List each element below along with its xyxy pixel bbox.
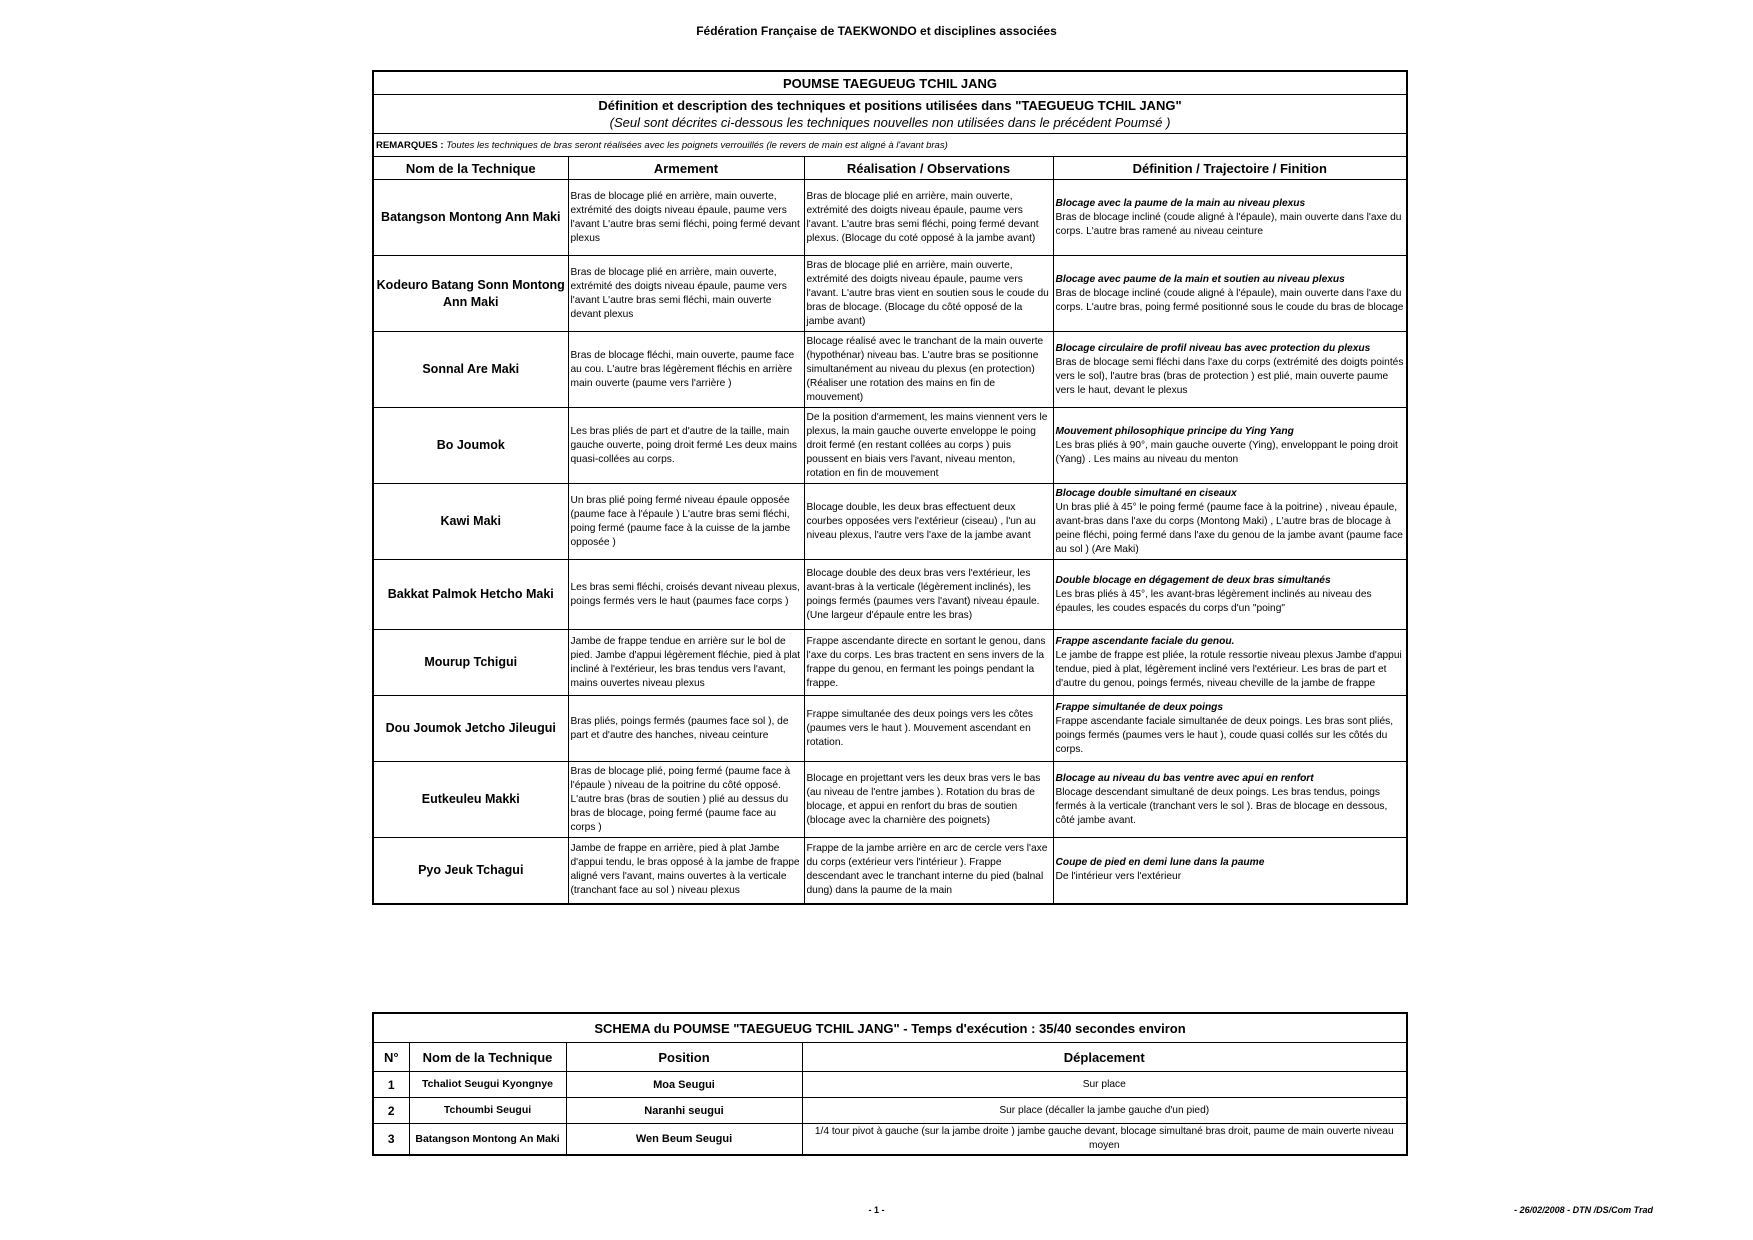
schema-table	[372, 1012, 1408, 1156]
definition-heading: Blocage avec paume de la main et soutien au niveau plexus	[1055, 273, 1345, 285]
table-row	[373, 180, 1407, 256]
technique-name: Bo Joumok	[373, 408, 568, 484]
technique-realisation: Blocage double, les deux bras effectuent deux courbes opposées vers l'extérieur (ciseau) , l'un au niveau plexus, l'autre vers l'axe de la jambe avant	[804, 484, 1053, 560]
technique-name: Sonnal Are Maki	[373, 332, 568, 408]
technique-definition	[1053, 838, 1407, 904]
definition-heading: Blocage avec la paume de la main au niveau plexus	[1055, 197, 1306, 209]
footer-date: - 26/02/2008 - DTN /DS/Com Trad	[1514, 1205, 1653, 1215]
schema-position: Naranhi seugui	[566, 1098, 802, 1124]
technique-definition	[1053, 256, 1407, 332]
definition-text: Bras de blocage incliné (coude aligné à l'épaule), main ouverte dans l'axe du corps. L'autre bras ramené au niveau ceinture	[1055, 211, 1402, 237]
table-row	[373, 696, 1407, 762]
definition-text: Les bras pliés à 45°, les avant-bras légèrement inclinés au niveau des épaules, les coudes espacés du corps d'un "poing"	[1055, 588, 1372, 614]
technique-name: Batangson Montong Ann Maki	[373, 180, 568, 256]
table-row	[373, 332, 1407, 408]
technique-name: Kawi Maki	[373, 484, 568, 560]
table-row	[373, 560, 1407, 630]
table-row	[373, 1072, 1407, 1098]
technique-definition	[1053, 180, 1407, 256]
column-header: Nom de la Technique	[373, 157, 568, 180]
remarks-label: REMARQUES :	[376, 139, 444, 151]
technique-armement: Bras de blocage plié en arrière, main ouverte, extrémité des doigts niveau épaule, paume vers l'avant L'autre bras semi fléchi, poing fermé devant plexus	[568, 180, 804, 256]
technique-definition	[1053, 762, 1407, 838]
technique-armement: Un bras plié poing fermé niveau épaule opposée (paume face à l'épaule ) L'autre bras semi fléchi, poing fermé (paume face à la cuisse de la jambe opposée )	[568, 484, 804, 560]
definition-heading: Double blocage en dégagement de deux bras simultanés	[1055, 574, 1331, 586]
column-header: Nom de la Technique	[409, 1043, 566, 1072]
technique-definition	[1053, 560, 1407, 630]
table-row	[373, 762, 1407, 838]
technique-realisation: Frappe simultanée des deux poings vers les côtes (paumes vers le haut ). Mouvement ascendant en rotation.	[804, 696, 1053, 762]
definition-heading: Frappe simultanée de deux poings	[1055, 701, 1224, 713]
technique-armement: Bras de blocage plié, poing fermé (paume face à l'épaule ) niveau de la poitrine du côté opposé. L'autre bras (bras de soutien ) plié au dessus du bras de blocage, poing fermé (paume face au corps )	[568, 762, 804, 838]
remarks-text: Toutes les techniques de bras seront réalisées avec les poignets verrouillés (le revers de main est aligné à l'avant bras)	[446, 139, 948, 151]
schema-technique: Tchoumbi Seugui	[409, 1098, 566, 1124]
page-number: - 1 -	[868, 1205, 885, 1215]
technique-realisation: De la position d'armement, les mains viennent vers le plexus, la main gauche ouverte enveloppe le poing droit fermé (en restant collées au corps ) puis poussent en biais vers l'avant, niveau menton, rotation en fin de mouvement	[804, 408, 1053, 484]
technique-realisation: Frappe de la jambe arrière en arc de cercle vers l'axe du corps (extérieur vers l'intérieur ). Frappe descendant avec le tranchant interne du pied (balnal dung) dans la paume de la main	[804, 838, 1053, 904]
technique-realisation: Frappe ascendante directe en sortant le genou, dans l'axe du corps. Les bras tractent en sens invers de la frappe du genou, en fermant les poings pendant la frappe.	[804, 630, 1053, 696]
schema-deplacement: 1/4 tour pivot à gauche (sur la jambe droite ) jambe gauche devant, blocage simultané bras droit, paume de main ouverte niveau moyen	[802, 1124, 1407, 1156]
technique-realisation: Bras de blocage plié en arrière, main ouverte, extrémité des doigts niveau épaule, paume vers l'avant. L'autre bras semi fléchi, poing fermé devant plexus. (Blocage du coté opposé à la jambe avant)	[804, 180, 1053, 256]
technique-armement: Jambe de frappe tendue en arrière sur le bol de pied. Jambe d'appui légèrement fléchie, pied à plat incliné à l'extérieur, les bras tendus vers l'avant, mains ouvertes niveau plexus	[568, 630, 804, 696]
definition-text: Le jambe de frappe est pliée, la rotule ressortie niveau plexus Jambe d'appui tendue, pied à plat, légèrement incliné vers l'extérieur. Les bras de part et d'autre du genou, poings fermés, niveau cheville de la jambe de frappe	[1055, 649, 1402, 689]
technique-armement: Bras de blocage plié en arrière, main ouverte, extrémité des doigts niveau épaule, paume vers l'avant L'autre bras semi fléchi, main ouverte devant plexus	[568, 256, 804, 332]
schema-number: 2	[373, 1098, 409, 1124]
technique-armement: Les bras pliés de part et d'autre de la taille, main gauche ouverte, poing droit fermé Les deux mains quasi-collées au corps.	[568, 408, 804, 484]
column-header: Déplacement	[802, 1043, 1407, 1072]
technique-name: Eutkeuleu Makki	[373, 762, 568, 838]
technique-armement: Jambe de frappe en arrière, pied à plat Jambe d'appui tendu, le bras opposé à la jambe de frappe aligné vers l'avant, mains ouvertes à la verticale (tranchant face au sol ) niveau plexus	[568, 838, 804, 904]
table-row	[373, 838, 1407, 904]
definition-text: Les bras pliés à 90°, main gauche ouverte (Ying), enveloppant le poing droit (Yang) . Les mains au niveau du menton	[1055, 439, 1398, 465]
schema-position: Wen Beum Seugui	[566, 1124, 802, 1156]
poumse-title: POUMSE TAEGUEUG TCHIL JANG	[373, 71, 1407, 95]
schema-number: 1	[373, 1072, 409, 1098]
table-row	[373, 1098, 1407, 1124]
column-header: N°	[373, 1043, 409, 1072]
schema-title: SCHEMA du POUMSE "TAEGUEUG TCHIL JANG" - Temps d'exécution : 35/40 secondes environ	[373, 1013, 1407, 1043]
techniques-table	[372, 70, 1408, 905]
technique-realisation: Blocage réalisé avec le tranchant de la main ouverte (hypothénar) niveau bas. L'autre bras se positionne simultanément au niveau du plexus (en protection) (Réaliser une rotation des mains en fin de mouvement)	[804, 332, 1053, 408]
table-row	[373, 256, 1407, 332]
schema-technique: Tchaliot Seugui Kyongnye	[409, 1072, 566, 1098]
definition-heading: Mouvement philosophique principe du Ying Yang	[1055, 425, 1294, 437]
definition-heading: Blocage circulaire de profil niveau bas avec protection du plexus	[1055, 342, 1371, 354]
schema-deplacement: Sur place (décaller la jambe gauche d'un pied)	[802, 1098, 1407, 1124]
technique-realisation: Blocage en projettant vers les deux bras vers le bas (au niveau de l'entre jambes ). Rotation du bras de blocage, et appui en renfort du bras de soutien (blocage avec la charnière des poignets)	[804, 762, 1053, 838]
technique-armement: Les bras semi fléchi, croisés devant niveau plexus, poings fermés vers le haut (paumes face corps )	[568, 560, 804, 630]
definition-text: Un bras plié à 45° le poing fermé (paume face à la poitrine) , niveau épaule, avant-bras dans l'axe du corps (Montong Maki) , L'autre bras de blocage à peine fléchi, poing fermé dans l'axe du genou de la jambe avant (paume face au sol ) (Are Maki)	[1055, 501, 1403, 555]
technique-definition	[1053, 696, 1407, 762]
definition-text: Blocage descendant simultané de deux poings. Les bras tendus, poings fermés à la verticale (tranchant vers le sol ). Bras de blocage en dessous, côté jambe avant.	[1055, 786, 1388, 826]
schema-number: 3	[373, 1124, 409, 1156]
definition-heading: Blocage double simultané en ciseaux	[1055, 487, 1237, 499]
technique-name: Bakkat Palmok Hetcho Maki	[373, 560, 568, 630]
column-header: Position	[566, 1043, 802, 1072]
technique-definition	[1053, 408, 1407, 484]
definition-text: Bras de blocage semi fléchi dans l'axe du corps (extrémité des doigts pointés vers le sol), l'autre bras (bras de protection ) est plié, main ouverte paume vers le haut, devant le plexus	[1055, 356, 1404, 396]
column-header: Réalisation / Observations	[804, 157, 1053, 180]
table-row	[373, 408, 1407, 484]
column-header: Définition / Trajectoire / Finition	[1053, 157, 1407, 180]
schema-position: Moa Seugui	[566, 1072, 802, 1098]
definition-text: Frappe ascendante faciale simultanée de deux poings. Les bras sont pliés, poings fermés (paumes vers le haut ), coude quasi collés sur les côtés du corps.	[1055, 715, 1394, 755]
table-row	[373, 1124, 1407, 1156]
technique-name: Dou Joumok Jetcho Jileugui	[373, 696, 568, 762]
schema-deplacement: Sur place	[802, 1072, 1407, 1098]
table-row	[373, 630, 1407, 696]
definition-text: De l'intérieur vers l'extérieur	[1055, 871, 1182, 883]
technique-definition	[1053, 484, 1407, 560]
definition-heading: Coupe de pied en demi lune dans la paume	[1055, 857, 1265, 869]
definition-heading: Frappe ascendante faciale du genou.	[1055, 635, 1235, 647]
technique-definition	[1053, 332, 1407, 408]
definition-subtitle: (Seul sont décrites ci-dessous les techniques nouvelles non utilisées dans le précédent Poumsé )	[609, 115, 1171, 130]
technique-name: Mourup Tchigui	[373, 630, 568, 696]
technique-name: Pyo Jeuk Tchagui	[373, 838, 568, 904]
column-headers	[373, 157, 1407, 180]
technique-realisation: Blocage double des deux bras vers l'extérieur, les avant-bras à la verticale (légèrement inclinés), les poings fermés (paumes vers l'avant) niveau épaule. (Une largeur d'épaule entre les bras)	[804, 560, 1053, 630]
column-header: Armement	[568, 157, 804, 180]
schema-technique: Batangson Montong An Maki	[409, 1124, 566, 1156]
technique-armement: Bras pliés, poings fermés (paumes face sol ), de part et d'autre des hanches, niveau ceinture	[568, 696, 804, 762]
definition-heading: Blocage au niveau du bas ventre avec apui en renfort	[1055, 772, 1314, 784]
technique-armement: Bras de blocage fléchi, main ouverte, paume face au cou. L'autre bras légèrement fléchis en arrière main ouverte (paume vers l'arrière )	[568, 332, 804, 408]
table-row	[373, 484, 1407, 560]
definition-text: Bras de blocage incliné (coude aligné à l'épaule), main ouverte dans l'axe du corps. L'autre bras, poing fermé positionné sous le coude du bras de blocage	[1055, 287, 1404, 313]
definition-title: Définition et description des techniques et positions utilisées dans "TAEGUEUG TCHIL JANG"	[598, 98, 1182, 113]
technique-name: Kodeuro Batang Sonn Montong Ann Maki	[373, 256, 568, 332]
remarks	[373, 134, 1407, 157]
technique-definition	[1053, 630, 1407, 696]
definition-header	[373, 95, 1407, 134]
technique-realisation: Bras de blocage plié en arrière, main ouverte, extrémité des doigts niveau épaule, paume vers l'avant. L'autre bras vient en soutien sous le coude du bras de blocage. (Blocage du côté opposé de la jambe avant)	[804, 256, 1053, 332]
schema-column-headers	[373, 1043, 1407, 1072]
federation-title: Fédération Française de TAEKWONDO et disciplines associées	[696, 24, 1057, 38]
